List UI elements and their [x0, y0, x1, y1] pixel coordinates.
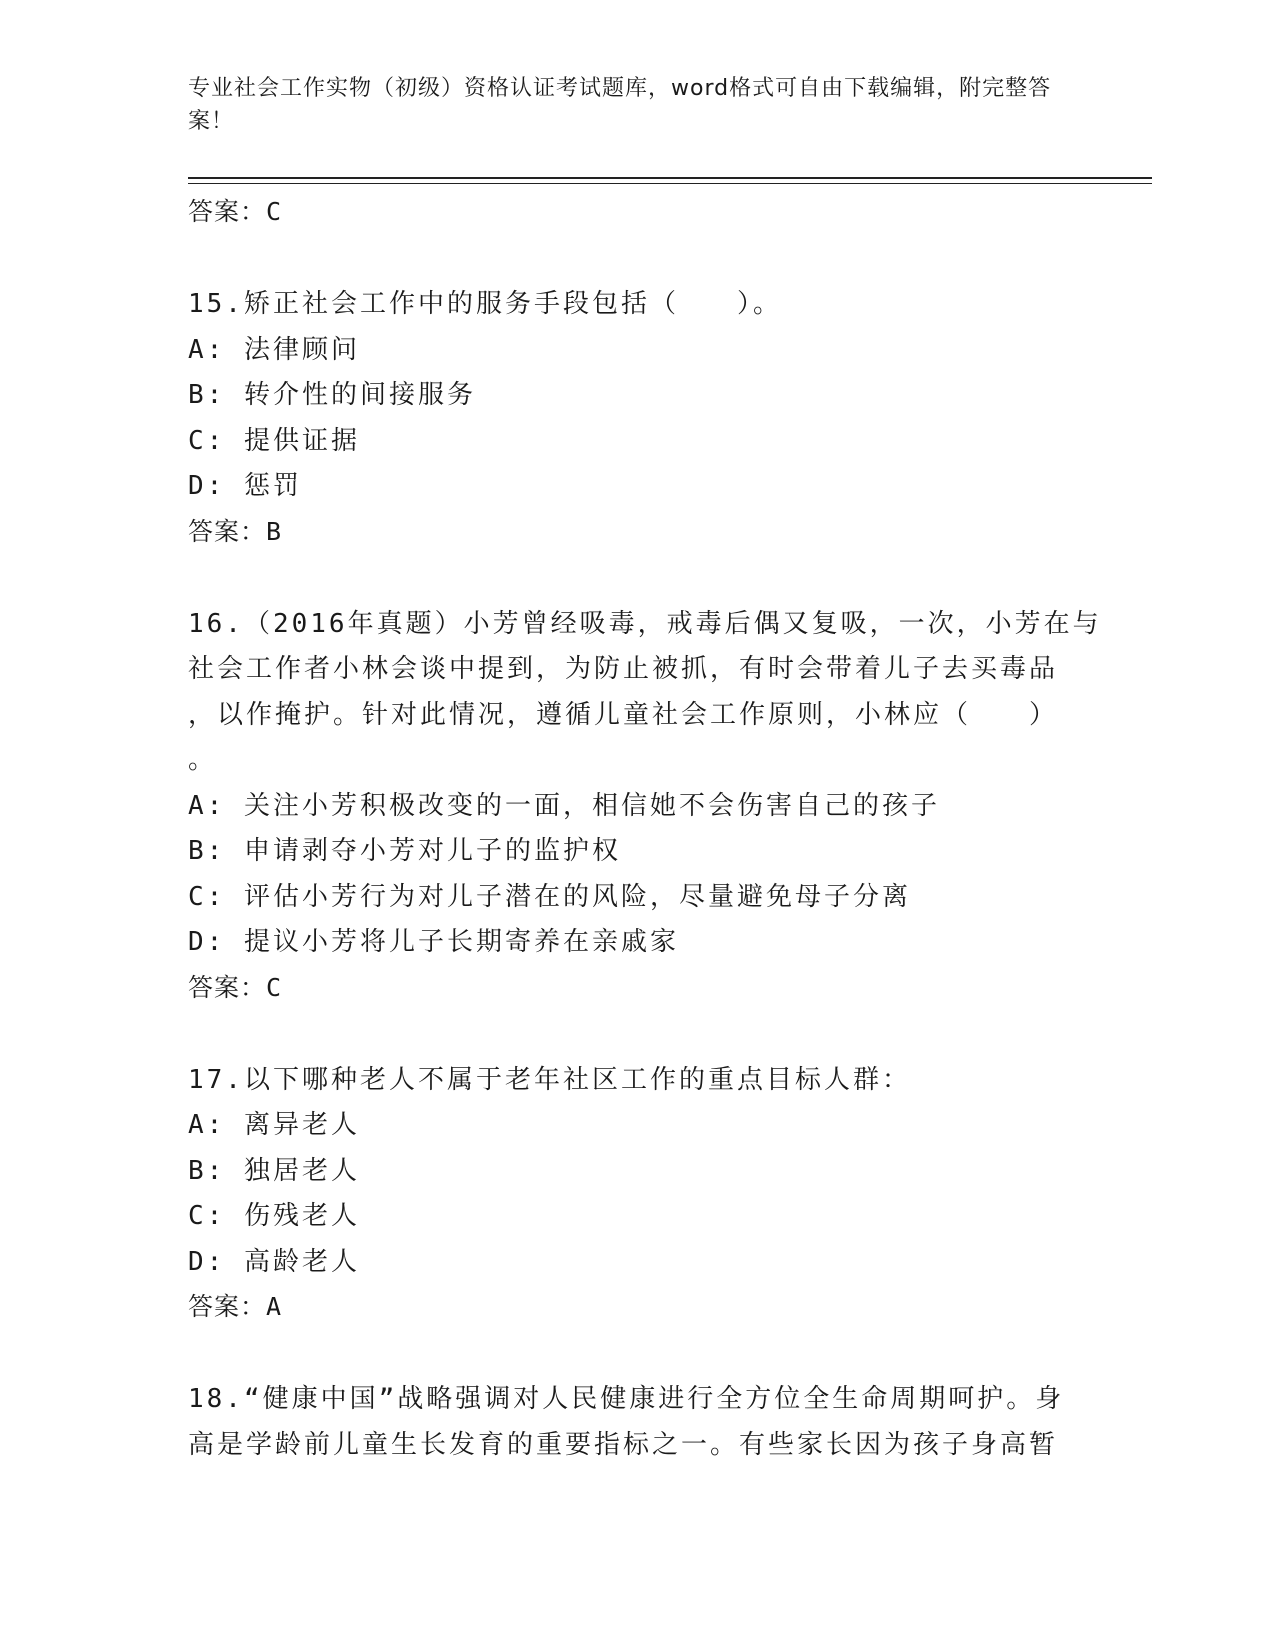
spacer	[188, 554, 1088, 602]
option-b: B: 申请剥夺小芳对儿子的监护权	[188, 836, 621, 866]
question-stem: 15.矫正社会工作中的服务手段包括（ ）。	[188, 289, 782, 319]
answer-label: 答案：	[188, 972, 267, 1002]
question-stem: 。	[188, 745, 218, 775]
option-a: A: 离异老人	[188, 1110, 360, 1140]
question-stem: ，以作掩护。针对此情况，遵循儿童社会工作原则，小林应（ ）	[188, 699, 1059, 730]
answer-label: 答案：	[188, 516, 267, 546]
spacer	[188, 1010, 1088, 1058]
question-stem: 17.以下哪种老人不属于老年社区工作的重点目标人群：	[188, 1064, 911, 1095]
header-divider-thick	[188, 177, 1152, 179]
option-a: A: 法律顾问	[188, 334, 360, 365]
answer-line	[188, 1285, 1088, 1329]
document-header: 专业社会工作实物（初级）资格认证考试题库，word格式可自由下载编辑，附完整答案！	[188, 76, 1052, 134]
spacer	[188, 1329, 1088, 1377]
answer-line	[188, 966, 1088, 1010]
answer-label: 答案：	[188, 1292, 267, 1321]
spacer	[188, 234, 1088, 282]
option-b: B: 转介性的间接服务	[188, 380, 476, 410]
option-c: C: 提供证据	[188, 425, 360, 456]
header-divider-thin	[188, 183, 1152, 184]
question-stem: 18.“健康中国”战略强调对人民健康进行全方位全生命周期呵护。身	[188, 1384, 1065, 1414]
option-a: A: 关注小芳积极改变的一面，相信她不会伤害自己的孩子	[188, 790, 940, 821]
question-stem: 16.（2016年真题）小芳曾经吸毒，戒毒后偶又复吸，一次，小芳在与	[188, 608, 1102, 639]
answer-line	[188, 510, 1088, 554]
option-c: C: 伤残老人	[188, 1201, 360, 1231]
answer-value: A	[266, 1292, 283, 1321]
answer-label: 答案：	[188, 197, 267, 226]
answer-value: B	[266, 516, 283, 546]
answer-value: C	[266, 972, 283, 1002]
question-stem: 高是学龄前儿童生长发育的重要指标之一。有些家长因为孩子身高暂	[188, 1429, 1059, 1460]
option-d: D: 高龄老人	[188, 1246, 360, 1277]
option-d: D: 提议小芳将儿子长期寄养在亲戚家	[188, 927, 679, 957]
answer-line	[188, 190, 1088, 234]
option-b: B: 独居老人	[188, 1155, 360, 1186]
question-list	[188, 190, 1102, 1468]
question-18	[188, 1377, 1088, 1468]
option-d: D: 惩罚	[188, 471, 302, 501]
question-16	[188, 602, 1102, 1010]
answer-value: C	[266, 197, 283, 226]
question-15	[188, 282, 1088, 554]
option-c: C: 评估小芳行为对儿子潜在的风险，尽量避免母子分离	[188, 881, 911, 912]
question-17	[188, 1058, 1088, 1330]
question-stem: 社会工作者小林会谈中提到，为防止被抓，有时会带着儿子去买毒品	[188, 654, 1059, 684]
